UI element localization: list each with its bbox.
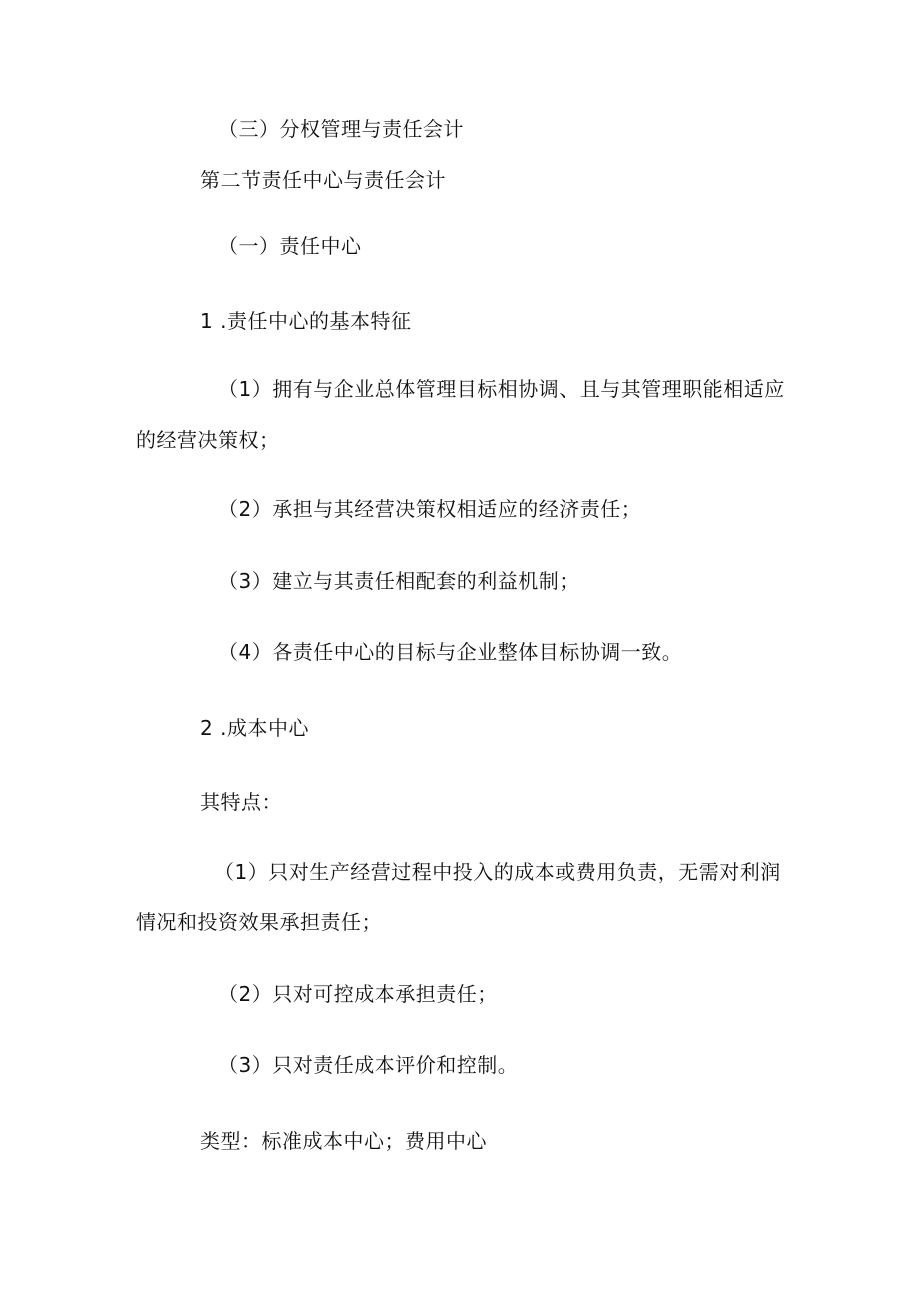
characteristics-label: 其特点： bbox=[200, 790, 282, 814]
item-heading-cost-center: 2 .成本中心 bbox=[200, 716, 309, 740]
item-heading-basic-features: 1 .责任中心的基本特征 bbox=[200, 309, 412, 333]
feature-paragraph-4: （4）各责任中心的目标与企业整体目标协调一致。 bbox=[218, 640, 683, 664]
types-line: 类型：标准成本中心；费用中心 bbox=[200, 1129, 487, 1153]
subsection-heading-responsibility-center: （一）责任中心 bbox=[218, 234, 362, 258]
chapter-title-responsibility-centers: 第二节责任中心与责任会计 bbox=[200, 168, 446, 192]
characteristic-paragraph-1-continued: 情况和投资效果承担责任； bbox=[136, 910, 382, 934]
characteristic-paragraph-3: （3）只对责任成本评价和控制。 bbox=[218, 1053, 519, 1077]
section-heading-decentralized-management: （三）分权管理与责任会计 bbox=[218, 117, 464, 141]
feature-paragraph-2: （2）承担与其经营决策权相适应的经济责任； bbox=[218, 497, 642, 521]
feature-paragraph-1-continued: 的经营决策权； bbox=[136, 428, 280, 452]
characteristic-paragraph-2: （2）只对可控成本承担责任； bbox=[218, 982, 498, 1006]
feature-paragraph-3: （3）建立与其责任相配套的利益机制； bbox=[218, 569, 580, 593]
feature-paragraph-1: （1）拥有与企业总体管理目标相协调、且与其管理职能相适应 bbox=[218, 377, 785, 401]
characteristic-paragraph-1: （1）只对生产经营过程中投入的成本或费用负责，无需对利润 bbox=[214, 860, 781, 884]
